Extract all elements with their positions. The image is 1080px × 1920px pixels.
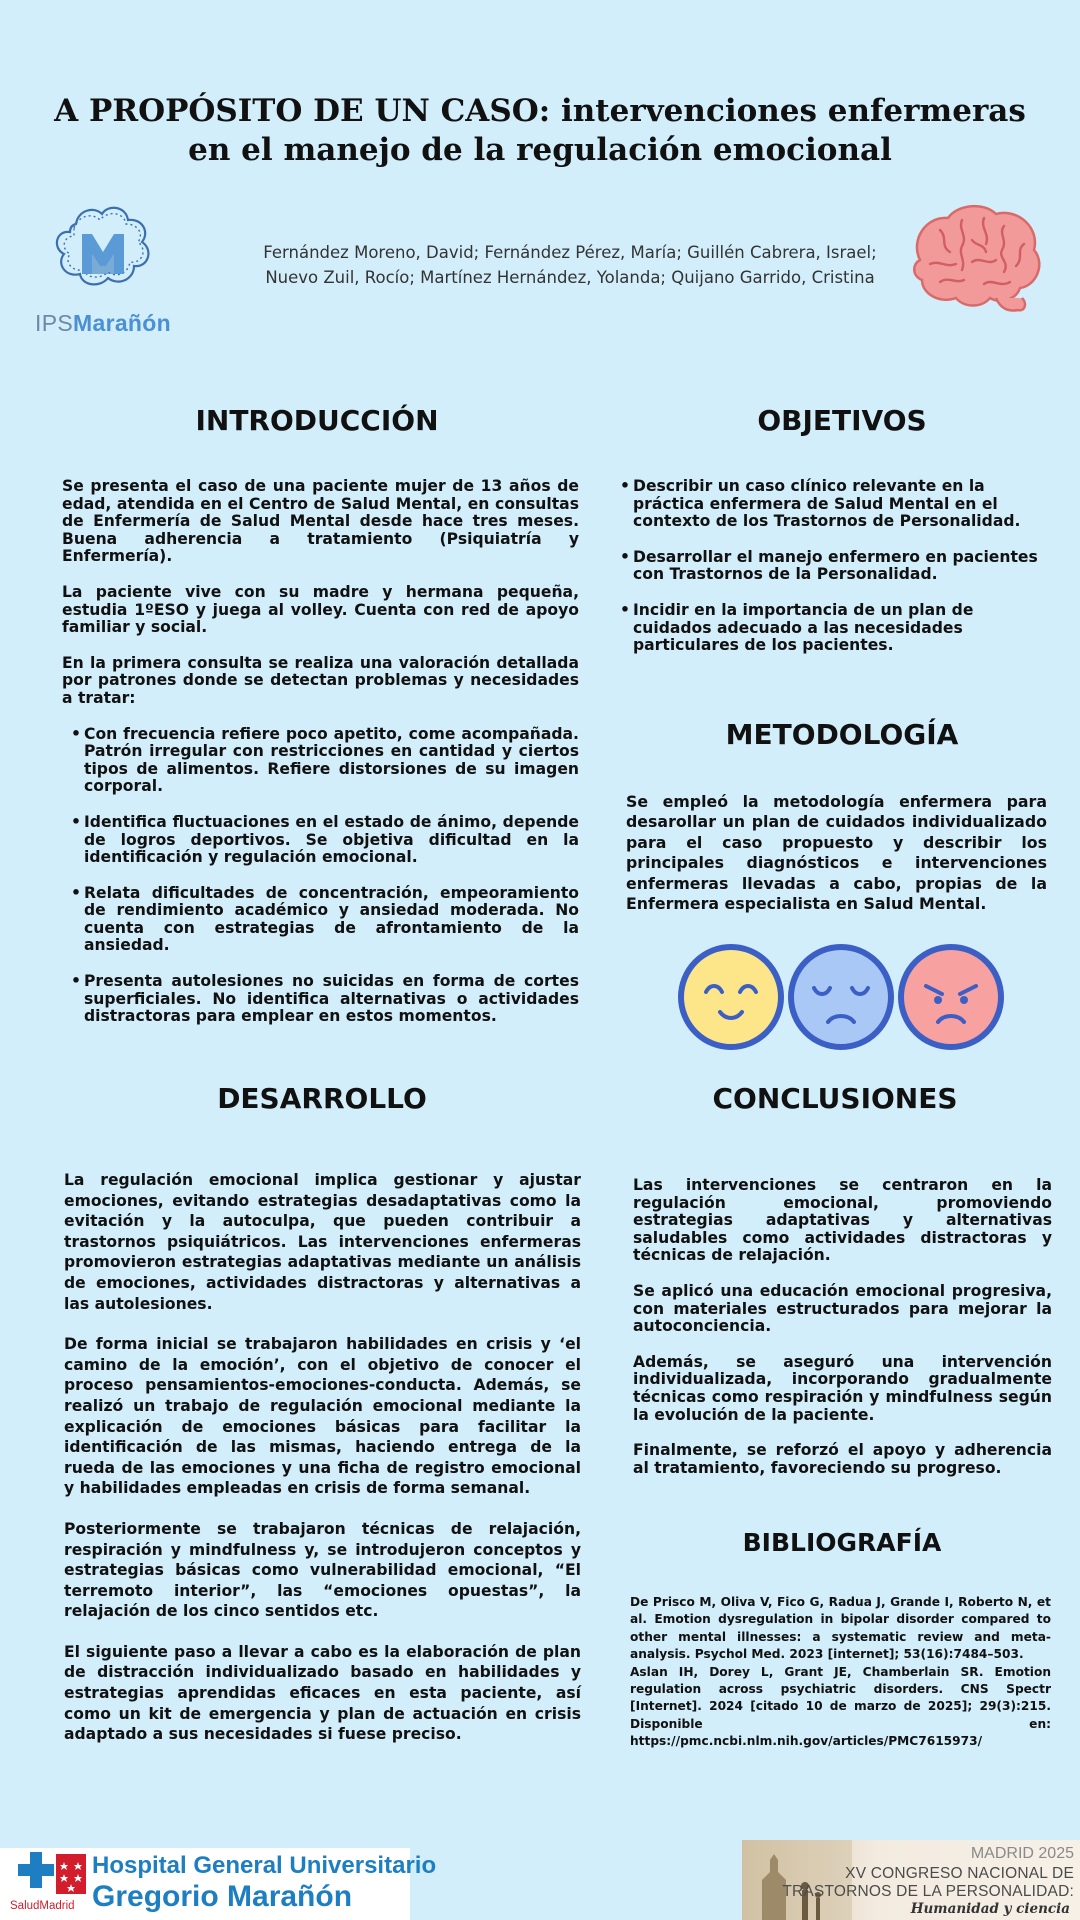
introduccion-title: INTRODUCCIÓN xyxy=(195,404,439,437)
list-item: • Identifica fluctuaciones en el estado de ánimo, depende de logros deportivos. Se objetiva dificultad en la identificación y regulación emocional. xyxy=(84,814,579,867)
conclusiones-paragraph-2: Se aplicó una educación emocional progresiva, con materiales estructurados para mejorar la autoconciencia. xyxy=(633,1281,1052,1336)
authors xyxy=(255,240,885,290)
bibliografia-reference-1: De Prisco M, Oliva V, Fico G, Radua J, Grande I, Roberto N, et al. Emotion dysregulation in bipolar disorder compared to other mental illnesses: a systematic review and meta-analysis. Psychol Med. 2023 [internet]; 53(16):7484–503. xyxy=(630,1595,1051,1662)
congress-banner xyxy=(742,1840,1080,1920)
conclusiones-paragraph-3: Además, se aseguró una intervención individualizada, incorporando gradualmente técnicas como respiración y mindfulness según la evolución de la paciente. xyxy=(633,1352,1052,1424)
list-item: • Relata dificultades de concentración, empeoramiento de rendimiento académico y ansiedad moderada. No cuenta con estrategias de afrontamiento de la ansiedad. xyxy=(84,885,579,955)
desarrollo-title: DESARROLLO xyxy=(217,1082,427,1115)
metodologia-body xyxy=(626,792,1047,932)
sad-face-icon xyxy=(791,947,891,1047)
list-item: • Presenta autolesiones no suicidas en forma de cortes superficiales. No identifica alternativas o actividades distractoras para emplear en estos momentos. xyxy=(84,973,579,1026)
authors-line-1: Fernández Moreno, David; Fernández Pérez, María; Guillén Cabrera, Israel; xyxy=(263,243,877,262)
angry-face-icon xyxy=(901,947,1001,1047)
bibliografia-body xyxy=(630,1594,1051,1751)
objetivos-body xyxy=(622,478,1052,673)
salud-madrid-cross-icon xyxy=(6,1850,90,1902)
ips-m-cloud-logo-icon xyxy=(28,202,178,312)
congress-location-year: MADRID 2025 xyxy=(970,1845,1074,1862)
metodologia-title: METODOLOGÍA xyxy=(725,718,959,751)
bibliografia-reference-2: Aslan IH, Dorey L, Grant JE, Chamberlain SR. Emotion regulation across psychiatric disorders. CNS Spectr [Internet]. 2024 [citado 10 de marzo de 2025]; 29(3):215. Disponible en: https://pmc.ncbi.nlm.nih.gov/articles/PMC7615973/ xyxy=(630,1664,1051,1749)
bibliografia-title: BIBLIOGRAFÍA xyxy=(742,1528,942,1557)
congress-tagline: Humanidad y ciencia xyxy=(910,1901,1070,1917)
objetivos-bullet-list xyxy=(622,478,1052,655)
list-item: • Desarrollar el manejo enfermero en pacientes con Trastornos de la Personalidad. xyxy=(633,549,1052,584)
desarrollo-paragraph-1: La regulación emocional implica gestionar y ajustar emociones, evitando estrategias desadaptativas como la evitación y la autoculpa, que pueden contribuir a trastornos psiquiátricos. Las intervenciones enfermeras promovieron estrategias adaptativas mediante un análisis de emociones, actividades distractoras y alternativas a las autolesiones. xyxy=(64,1171,581,1313)
madrid-monument-icon xyxy=(742,1840,852,1920)
ips-maranon-wordmark: IPSMarañón xyxy=(35,310,171,336)
emotion-faces xyxy=(676,942,1006,1052)
desarrollo-body xyxy=(64,1170,581,1763)
list-item: • Incidir en la importancia de un plan de cuidados adecuado a las necesidades particulares de los pacientes. xyxy=(633,602,1052,655)
conclusiones-title: CONCLUSIONES xyxy=(712,1082,958,1115)
poster-title: A PROPÓSITO DE UN CASO: intervenciones enfermeras en el manejo de la regulación emocional xyxy=(54,93,1026,168)
metodologia-paragraph-1: Se empleó la metodología enfermera para desarollar un plan de cuidados individualizado para el caso propuesto y describir los principales diagnósticos e intervenciones enfermeras llevadas a cabo, propias de la Enfermera especialista en Salud Mental. xyxy=(626,792,1047,914)
introduccion-paragraph-3: En la primera consulta se realiza una valoración detallada por patrones donde se detectan problemas y necesidades a tratar: xyxy=(62,653,579,707)
desarrollo-paragraph-2: De forma inicial se trabajaron habilidades en crisis y ‘el camino de la emoción’, con el objetivo de conocer el proceso pensamientos-emociones-conducta. Además, se realizó un trabajo de regulación emocional mediante la explicación de emociones básicas para facilitar la identificación de las mismas, haciendo entrega de la rueda de las emociones y una ficha de registro emocional y habilidades empleadas en crisis de forma semanal. xyxy=(64,1335,581,1498)
desarrollo-paragraph-3: Posteriormente se trabajaron técnicas de relajación, respiración y mindfulness y, se introdujeron conceptos y estrategias básicas como vulnerabilidad emocional, “El terremoto interior”, las “emociones opuestas”, la relajación de los cinco sentidos etc. xyxy=(64,1519,581,1621)
introduccion-paragraph-2: La paciente vive con su madre y hermana pequeña, estudia 1ºESO y juega al volley. Cuenta con red de apoyo familiar y social. xyxy=(62,582,579,637)
brain-illustration xyxy=(900,200,1050,325)
happy-face-icon xyxy=(681,947,781,1047)
introduccion-paragraph-1: Se presenta el caso de una paciente mujer de 13 años de edad, atendida en el Centro de Salud Mental, en consultas de Enfermería de Salud Mental desde hace tres meses. Buena adherencia a tratamiento (Psiquiatría y Enfermería). xyxy=(62,477,579,566)
list-item: • Describir un caso clínico relevante en la práctica enfermera de Salud Mental en el contexto de los Trastornos de Personalidad. xyxy=(633,478,1052,531)
hospital-name-line-1: Hospital General Universitario xyxy=(92,1852,437,1879)
conclusiones-paragraph-1: Las intervenciones se centraron en la regulación emocional, promoviendo estrategias adaptativas y alternativas saludables como actividades distractoras y técnicas de relajación. xyxy=(633,1176,1052,1265)
introduccion-bullet-list xyxy=(62,726,579,1026)
congress-name-line-1: XV CONGRESO NACIONAL DE xyxy=(845,1865,1074,1882)
list-item: • Con frecuencia refiere poco apetito, come acompañada. Patrón irregular con restricciones en cantidad y ciertos tipos de alimentos. Refiere distorsiones de su imagen corporal. xyxy=(84,726,579,796)
congress-name-line-2: TRASTORNOS DE LA PERSONALIDAD: xyxy=(782,1883,1074,1900)
authors-line-2: Nuevo Zuil, Rocío; Martínez Hernández, Yolanda; Quijano Garrido, Cristina xyxy=(265,268,875,287)
salud-madrid-label: SaludMadrid xyxy=(10,1900,75,1912)
introduccion-body xyxy=(62,478,579,1044)
objetivos-title: OBJETIVOS xyxy=(757,404,927,437)
ips-maranon-logo xyxy=(28,202,178,342)
brain-icon xyxy=(900,200,1050,325)
hospital-name-line-2: Gregorio Marañón xyxy=(92,1880,353,1913)
conclusiones-paragraph-4: Finalmente, se reforzó el apoyo y adherencia al tratamiento, favoreciendo su progreso. xyxy=(633,1441,1052,1477)
desarrollo-paragraph-4: El siguiente paso a llevar a cabo es la elaboración de plan de distracción individualizado basado en habilidades y estrategias aprendidas eficaces en esta paciente, así como un kit de emergencia y plan de actuación en crisis adaptado a sus necesidades si fuese preciso. xyxy=(64,1642,581,1744)
hospital-logo xyxy=(0,1848,437,1920)
conclusiones-body xyxy=(633,1177,1052,1495)
